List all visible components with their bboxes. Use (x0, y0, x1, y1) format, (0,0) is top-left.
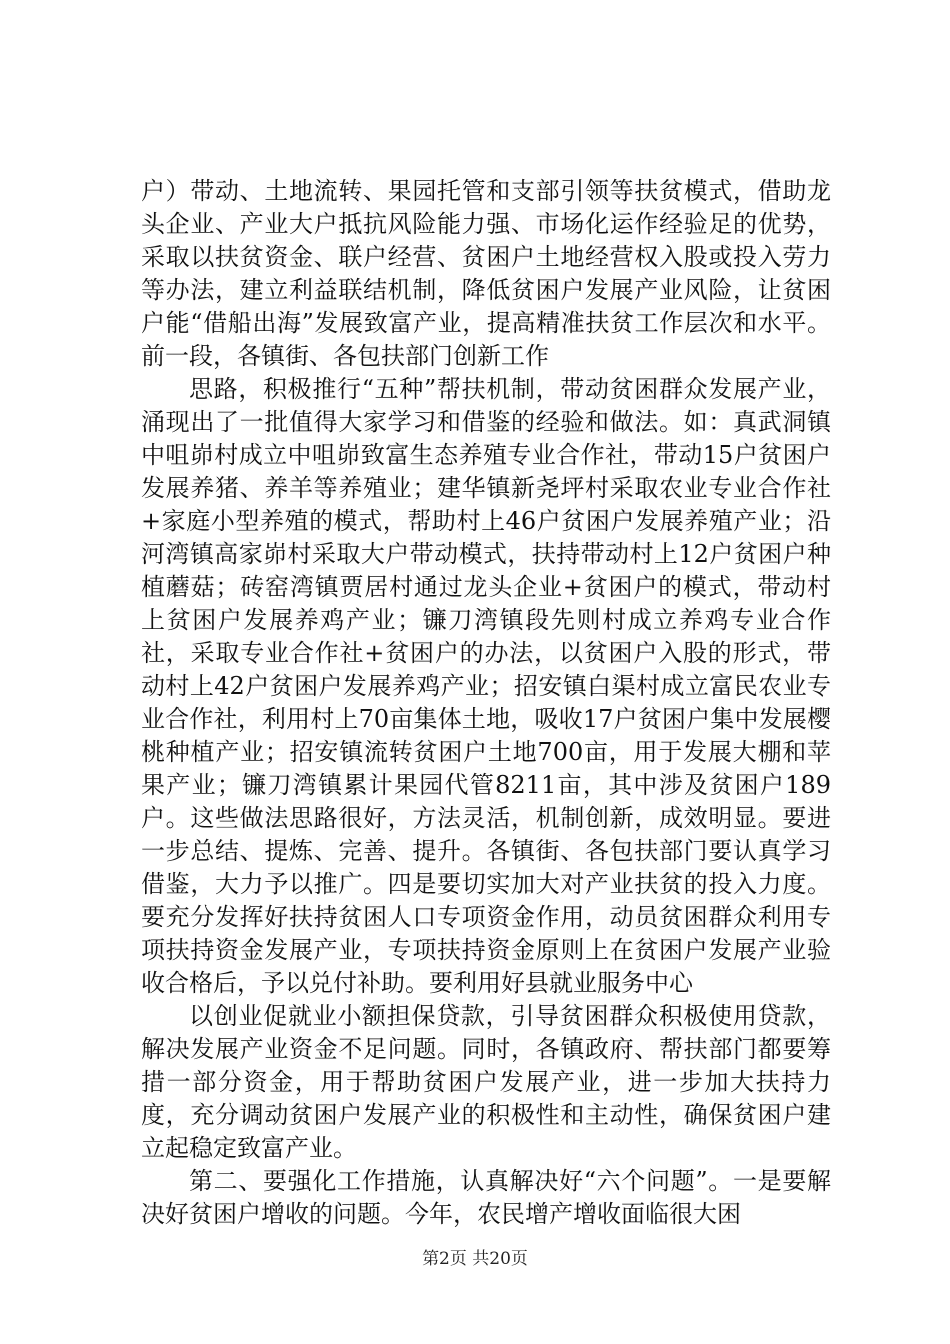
paragraph-1: 户）带动、土地流转、果园托管和支部引领等扶贫模式，借助龙头企业、产业大户抵抗风险能力强、市场化运作经验足的优势，采取以扶贫资金、联户经营、贫困户土地经营权入股或投入劳力等办法，建立利益联结机制，降低贫困户发展产业风险，让贫困户能“借船出海”发展致富产业，提高精准扶贫工作层次和水平。前一段，各镇街、各包扶部门创新工作 (141, 177, 831, 370)
paragraph-4: 第二、要强化工作措施，认真解决好“六个问题”。一是要解决好贫困户增收的问题。今年，农民增产增收面临很大困 (141, 1167, 831, 1228)
document-body (141, 175, 831, 1231)
page-footer: 第2页 共20页 (422, 1249, 528, 1269)
paragraph-2: 思路，积极推行“五种”帮扶机制，带动贫困群众发展产业，涌现出了一批值得大家学习和借鉴的经验和做法。如：真武洞镇中咀峁村成立中咀峁致富生态养殖专业合作社，带动15户贫困户发展养猪、养羊等养殖业；建华镇新尧坪村采取农业专业合作社+家庭小型养殖的模式，帮助村上46户贫困户发展养殖产业；沿河湾镇高家峁村采取大户带动模式，扶持带动村上12户贫困户种植蘑菇；砖窑湾镇贾居村通过龙头企业+贫困户的模式，带动村上贫困户发展养鸡产业；镰刀湾镇段先则村成立养鸡专业合作社，采取专业合作社+贫困户的办法，以贫困户入股的形式，带动村上42户贫困户发展养鸡产业；招安镇白渠村成立富民农业专业合作社，利用村上70亩集体土地，吸收17户贫困户集中发展樱桃种植产业；招安镇流转贫困户土地700亩，用于发展大棚和苹果产业；镰刀湾镇累计果园代管8211亩，其中涉及贫困户189户。这些做法思路很好，方法灵活，机制创新，成效明显。要进一步总结、提炼、完善、提升。各镇街、各包扶部门要认真学习借鉴，大力予以推广。四是要切实加大对产业扶贫的投入力度。要充分发挥好扶持贫困人口专项资金作用，动员贫困群众利用专项扶持资金发展产业，专项扶持资金原则上在贫困户发展产业验收合格后，予以兑付补助。要利用好县就业服务中心 (141, 375, 831, 997)
paragraph-3: 以创业促就业小额担保贷款，引导贫困群众积极使用贷款，解决发展产业资金不足问题。同时，各镇政府、帮扶部门都要筹措一部分资金，用于帮助贫困户发展产业，进一步加大扶持力度，充分调动贫困户发展产业的积极性和主动性，确保贫困户建立起稳定致富产业。 (141, 1002, 831, 1162)
